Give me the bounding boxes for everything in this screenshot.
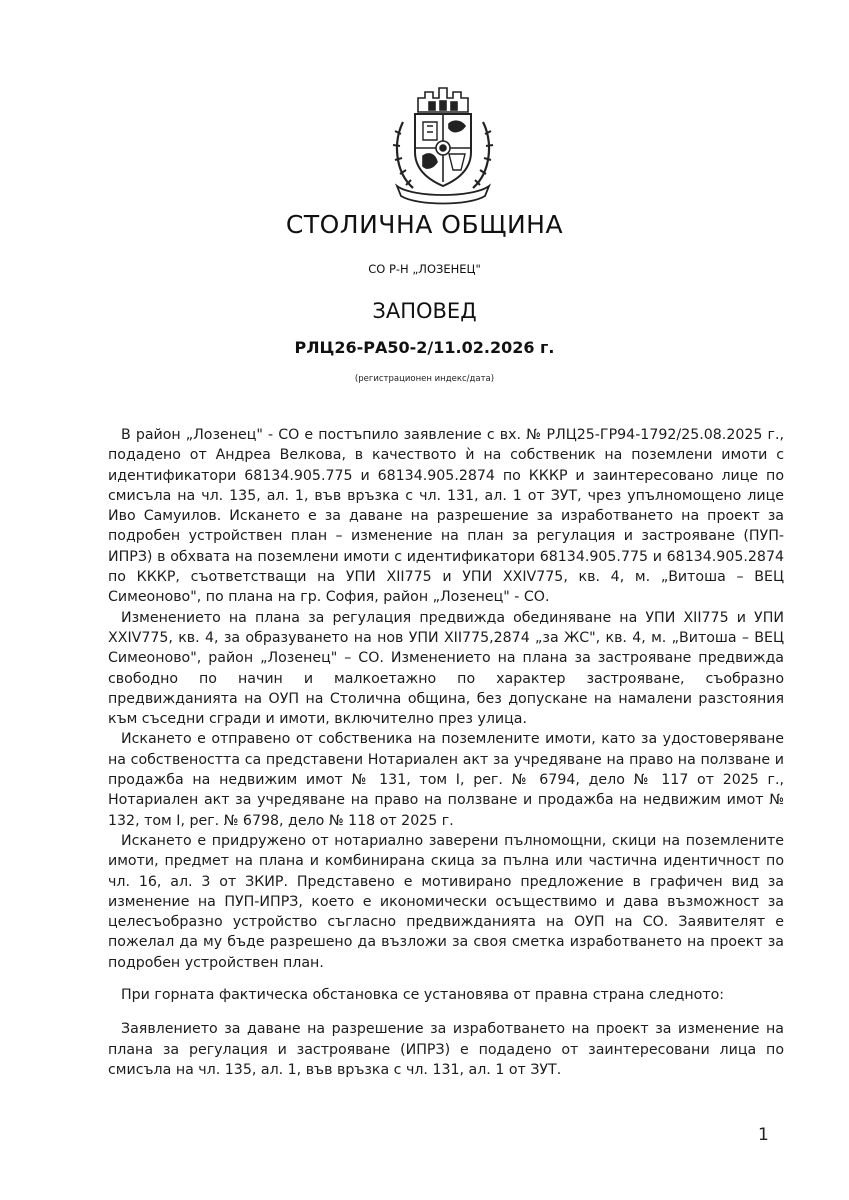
document-type: ЗАПОВЕД <box>372 299 477 323</box>
paragraph: Изменението на плана за регулация предвижда обединяване на УПИ XII775 и УПИ XXIV775, кв. 4, за образуването на нов УПИ XII775,2874 „за ЖС", кв. 4, м. „Витоша – ВЕЦ Симеоново", район „Лозенец" – СО. Изменението на плана за застрояване предвижда свободно по начин и малкоетажно по характер застрояване, съобразно предвижданията на ОУП на Столична община, без допускане на намалени разстояния към съседни сгради и имоти, включително през улица. <box>108 609 784 728</box>
paragraph: Искането е отправено от собственика на поземлените имоти, като за удостоверяване на собствеността са представени Нотариален акт за учредяване на право на ползване и продажба на недвижим имот № 131, том I, рег. № 6794, дело № 117 от 2025 г., Нотариален акт за учредяване на право на ползване и продажба на недвижим имот № 132, том I, рег. № 6798, дело № 118 от 2025 г. <box>108 731 784 829</box>
paragraph: Заявлението за даване на разрешение за изработването на проект за изменение на плана за регулация и застрояване (ИПРЗ) е подадено от заинтересовани лица по смисъла на чл. 135, ал. 1, във връзка с чл. 131, ал. 1 от ЗУТ. <box>108 1021 784 1078</box>
registration-number: РЛЦ26-РА50-2/11.02.2026 г. <box>294 338 555 357</box>
document-body <box>108 425 784 1080</box>
district-name: СО Р-Н „ЛОЗЕНЕЦ" <box>368 262 481 276</box>
organization-name: СТОЛИЧНА ОБЩИНА <box>285 210 564 239</box>
paragraph: При горната фактическа обстановка се установява от правна страна следното: <box>121 987 725 1004</box>
paragraph: Искането е придружено от нотариално заверени пълномощни, скици на поземлените имоти, предмет на плана и комбинирана скица за пълна или частична идентичност по чл. 16, ал. 3 от ЗКИР. Представено е мотивирано предложение в графичен вид за изменение на ПУП-ИПРЗ, което е икономически осъществимо и дава възможност за целесъобразно устройство съгласно предвижданията на ОУП на СО. Заявителят е пожелал да му бъде разрешено да възложи за своя сметка изработването на проект за подробен устройствен план. <box>108 832 784 971</box>
registration-caption: (регистрационен индекс/дата) <box>354 374 495 384</box>
sofia-coat-of-arms-icon <box>383 82 503 206</box>
paragraph: В район „Лозенец" - СО е постъпило заявление с вх. № РЛЦ25-ГР94-1792/25.08.2025 г., подадено от Андреа Велкова, в качеството ѝ на собственик на поземлени имоти с идентификатори 68134.905.775 и 68134.905.2874 по КККР и заинтересовано лице по смисъла на чл. 135, ал. 1, във връзка с чл. 131, ал. 1 от ЗУТ, чрез упълномощено лице Иво Самуилов. Искането е за даване на разрешение за изработването на проект за подробен устройствен план – изменение на план за регулация и застрояване (ПУП-ИПРЗ) в обхвата на поземлени имоти с идентификатори 68134.905.775 и 68134.905.2874 по КККР, съответстващи на УПИ XII775 и УПИ XXIV775, кв. 4, м. „Витоша – ВЕЦ Симеоново", по плана на гр. София, район „Лозенец" - СО. <box>108 427 784 606</box>
page-number: 1 <box>758 1125 769 1145</box>
